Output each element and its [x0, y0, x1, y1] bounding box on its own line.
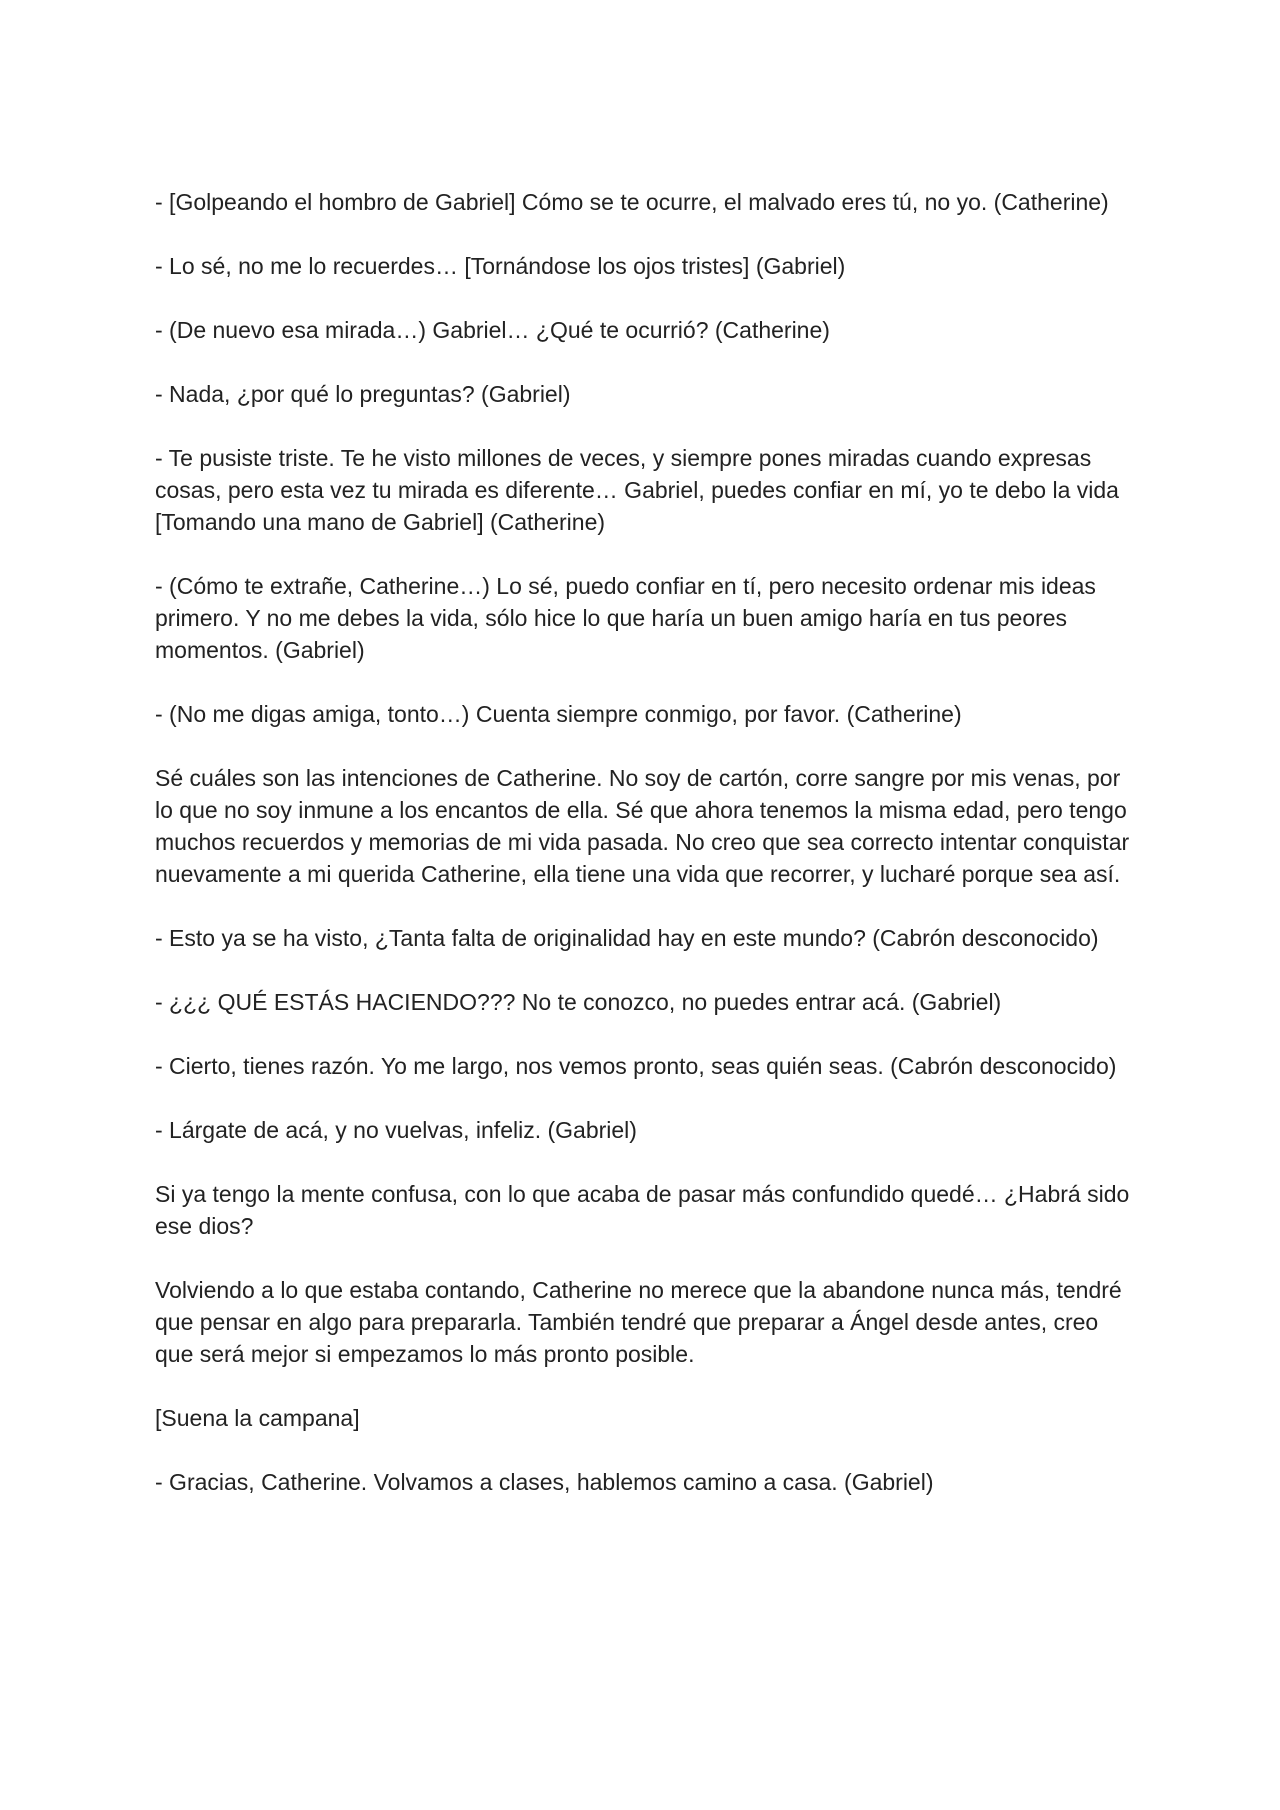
paragraph: - [Golpeando el hombro de Gabriel] Cómo se te ocurre, el malvado eres tú, no yo. (Catherine)	[155, 189, 1109, 215]
paragraph: Volviendo a lo que estaba contando, Catherine no merece que la abandone nunca más, tendré que pensar en algo para prepararla. También tendré que preparar a Ángel desde antes, creo que será mejor si empezamos lo más pronto posible.	[155, 1277, 1122, 1367]
paragraph: [Suena la campana]	[155, 1405, 360, 1431]
paragraph: - Te pusiste triste. Te he visto millones de veces, y siempre pones miradas cuando expresas cosas, pero esta vez tu mirada es diferente… Gabriel, puedes confiar en mí, yo te debo la vida [Tomando una mano de Gabriel] (Catherine)	[155, 445, 1119, 535]
paragraph: Sé cuáles son las intenciones de Catherine. No soy de cartón, corre sangre por mis venas, por lo que no soy inmune a los encantos de ella. Sé que ahora tenemos la misma edad, pero tengo muchos recuerdos y memorias de mi vida pasada. No creo que sea correcto intentar conquistar nuevamente a mi querida Catherine, ella tiene una vida que recorrer, y lucharé porque sea así.	[155, 765, 1130, 887]
document-body	[155, 186, 1135, 1530]
paragraph: - ¿¿¿ QUÉ ESTÁS HACIENDO??? No te conozco, no puedes entrar acá. (Gabriel)	[155, 989, 1002, 1015]
paragraph: - (No me digas amiga, tonto…) Cuenta siempre conmigo, por favor. (Catherine)	[155, 701, 962, 727]
paragraph: - Lo sé, no me lo recuerdes… [Tornándose los ojos tristes] (Gabriel)	[155, 253, 846, 279]
paragraph: - (Cómo te extrañe, Catherine…) Lo sé, puedo confiar en tí, pero necesito ordenar mis ideas primero. Y no me debes la vida, sólo hice lo que haría un buen amigo haría en tus peores momentos. (Gabriel)	[155, 573, 1096, 663]
paragraph: Si ya tengo la mente confusa, con lo que acaba de pasar más confundido quedé… ¿Habrá sido ese dios?	[155, 1181, 1130, 1239]
paragraph: - (De nuevo esa mirada…) Gabriel… ¿Qué te ocurrió? (Catherine)	[155, 317, 830, 343]
paragraph: - Nada, ¿por qué lo preguntas? (Gabriel)	[155, 381, 571, 407]
paragraph: - Cierto, tienes razón. Yo me largo, nos vemos pronto, seas quién seas. (Cabrón desconocido)	[155, 1053, 1117, 1079]
paragraph: - Lárgate de acá, y no vuelvas, infeliz. (Gabriel)	[155, 1117, 637, 1143]
paragraph: - Gracias, Catherine. Volvamos a clases, hablemos camino a casa. (Gabriel)	[155, 1469, 934, 1495]
paragraph: - Esto ya se ha visto, ¿Tanta falta de originalidad hay en este mundo? (Cabrón desconocido)	[155, 925, 1099, 951]
